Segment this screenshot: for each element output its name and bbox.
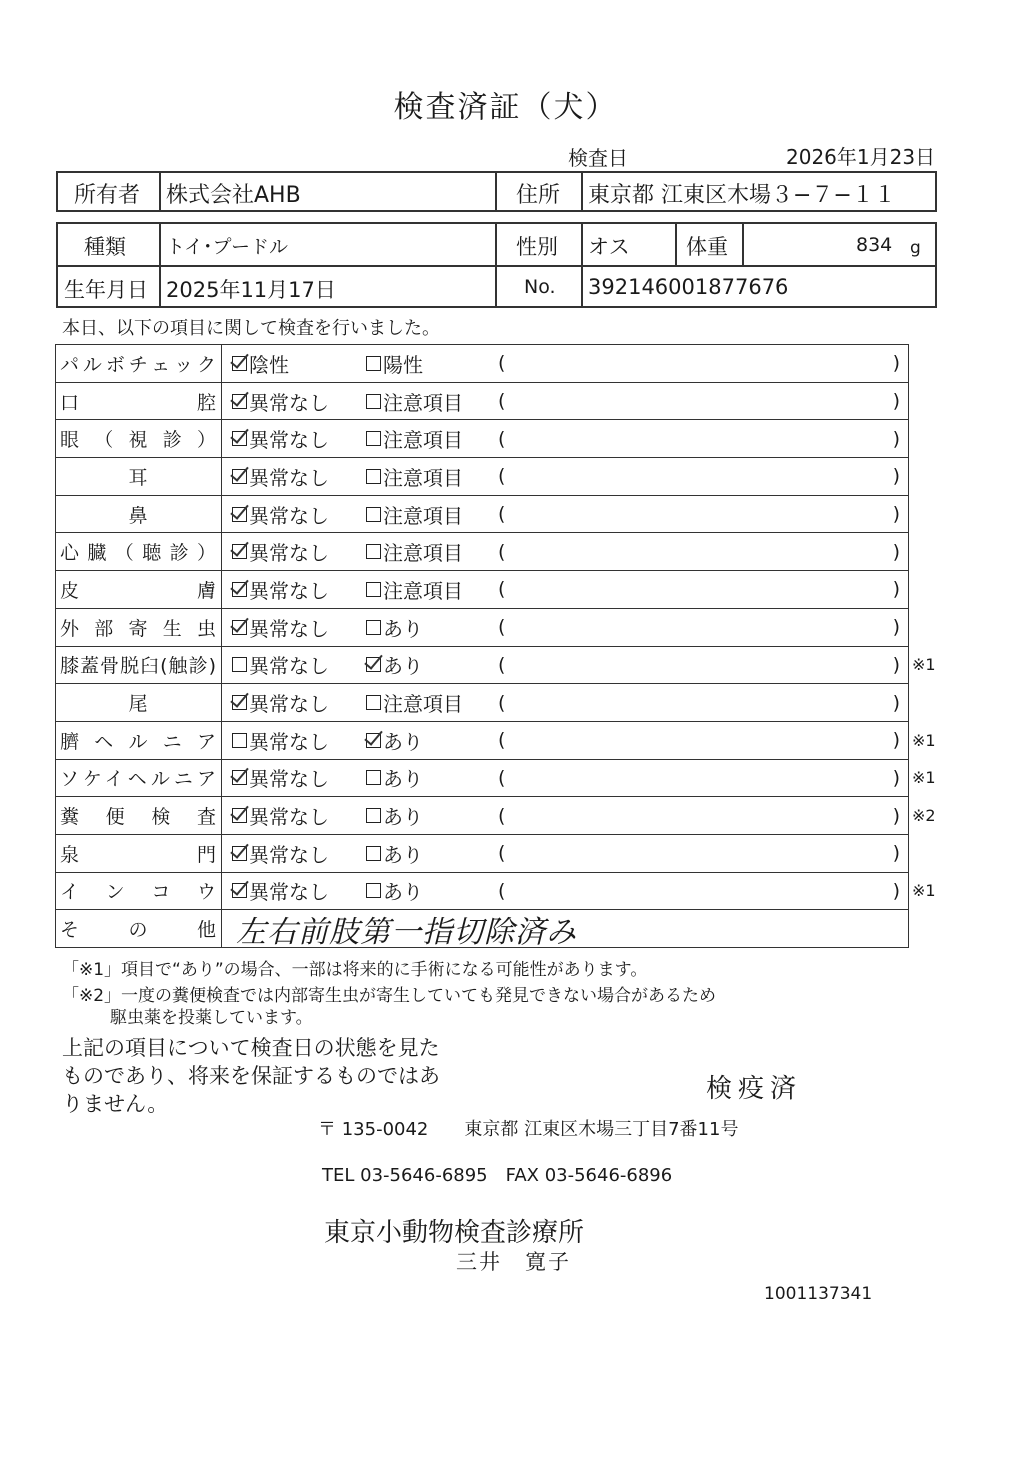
inspection-row	[56, 496, 908, 534]
inspection-item-name: 泉門	[56, 835, 222, 872]
inspection-item-name: 耳	[56, 458, 222, 495]
inspection-item-name: 口腔	[56, 383, 222, 420]
other-label: その他	[56, 910, 222, 947]
footnote-2: 「※2」一度の糞便検査では内部寄生虫が寄生していても発見できない場合があるため	[62, 986, 717, 1006]
checkbox-icon[interactable]	[366, 657, 381, 672]
paren-open: (	[498, 653, 506, 676]
paren-open: (	[498, 503, 506, 526]
checkbox-icon[interactable]	[366, 883, 381, 898]
sex-label: 性別	[516, 235, 558, 259]
exam-date-label: 検査日	[568, 146, 628, 170]
number-value: 392146001877676	[588, 275, 789, 299]
other-row	[56, 910, 908, 948]
option-1[interactable]: 異常なし	[232, 533, 329, 570]
paren-close: )	[892, 804, 900, 827]
inspection-row	[56, 835, 908, 873]
weight-value: 834	[856, 234, 893, 256]
option-2[interactable]: あり	[366, 873, 423, 910]
option-2[interactable]: あり	[366, 797, 423, 834]
inspection-row	[56, 722, 936, 760]
option-2[interactable]: 注意項目	[366, 420, 463, 457]
intro-text: 本日、以下の項目に関して検査を行いました。	[62, 318, 440, 339]
checkbox-icon[interactable]	[366, 356, 381, 371]
option-1[interactable]: 異常なし	[232, 571, 329, 608]
checkbox-icon[interactable]	[232, 469, 247, 484]
inspection-row	[56, 797, 936, 835]
paren-close: )	[892, 842, 900, 865]
option-1[interactable]: 異常なし	[232, 797, 329, 834]
breed-value: トイ･プードル	[166, 236, 288, 258]
option-1[interactable]: 異常なし	[232, 609, 329, 646]
inspection-row	[56, 760, 936, 798]
row-note: ※1	[912, 881, 936, 901]
inspection-item-name: 眼（視診）	[56, 420, 222, 457]
inspection-item-name: 膝蓋骨脱臼(触診)	[56, 647, 222, 684]
inspection-item-name: 臍ヘルニア	[56, 722, 222, 759]
footnote-1: 「※1」項目で“あり”の場合、一部は将来的に手術になる可能性があります。	[62, 960, 648, 980]
paren-close: )	[892, 352, 900, 375]
option-2[interactable]: あり	[366, 835, 423, 872]
option-1[interactable]: 陰性	[232, 345, 289, 382]
paren-close: )	[892, 578, 900, 601]
row-note: ※1	[912, 655, 936, 675]
option-2[interactable]: あり	[366, 647, 423, 684]
paren-close: )	[892, 653, 900, 676]
checkbox-icon[interactable]	[232, 544, 247, 559]
page-title: 検査済証（犬）	[393, 90, 618, 125]
paren-open: (	[498, 842, 506, 865]
row-note: ※1	[912, 768, 936, 788]
paren-open: (	[498, 465, 506, 488]
checkbox-icon[interactable]	[366, 733, 381, 748]
birth-value: 2025年11月17日	[166, 278, 336, 302]
paren-close: )	[892, 616, 900, 639]
option-2[interactable]: あり	[366, 760, 423, 797]
option-1[interactable]: 異常なし	[232, 684, 329, 721]
checkbox-icon[interactable]	[232, 846, 247, 861]
option-1[interactable]: 異常なし	[232, 835, 329, 872]
checkbox-icon[interactable]	[232, 695, 247, 710]
checkbox-icon[interactable]	[366, 394, 381, 409]
checkbox-icon[interactable]	[232, 733, 247, 748]
inspection-item-name: 糞便検査	[56, 797, 222, 834]
inspection-row	[56, 571, 908, 609]
checkbox-icon[interactable]	[366, 695, 381, 710]
inspection-item-name: 皮膚	[56, 571, 222, 608]
checkbox-icon[interactable]	[366, 620, 381, 635]
option-2[interactable]: 注意項目	[366, 496, 463, 533]
footnote-2-cont: 駆虫薬を投薬しています。	[110, 1008, 313, 1028]
paren-open: (	[498, 804, 506, 827]
quarantine-stamp: 検疫済	[706, 1074, 803, 1104]
weight-label: 体重	[686, 235, 728, 259]
paren-close: )	[892, 691, 900, 714]
clinic-tel: TEL 03-5646-6895 FAX 03-5646-6896	[322, 1165, 673, 1186]
option-1[interactable]: 異常なし	[232, 458, 329, 495]
paren-open: (	[498, 540, 506, 563]
number-label: No.	[524, 276, 556, 298]
inspection-row	[56, 873, 936, 911]
option-1[interactable]: 異常なし	[232, 383, 329, 420]
inspection-item-name: 心臓（聴診）	[56, 533, 222, 570]
checkbox-icon[interactable]	[232, 394, 247, 409]
inspection-item-name: パルボチェック	[56, 345, 222, 382]
checkbox-icon[interactable]	[366, 582, 381, 597]
owner-value: 株式会社AHB	[166, 183, 301, 208]
weight-unit: g	[910, 238, 921, 258]
vet-name: 三井 寛子	[456, 1250, 571, 1274]
paren-open: (	[498, 390, 506, 413]
paren-close: )	[892, 465, 900, 488]
paren-open: (	[498, 427, 506, 450]
checkbox-icon[interactable]	[232, 507, 247, 522]
option-1[interactable]: 異常なし	[232, 420, 329, 457]
option-2[interactable]: 陽性	[366, 345, 423, 382]
owner-label: 所有者	[74, 183, 141, 208]
paren-open: (	[498, 578, 506, 601]
row-note: ※1	[912, 730, 936, 750]
checkbox-icon[interactable]	[366, 507, 381, 522]
exam-date: 2026年1月23日	[786, 145, 936, 169]
checkbox-icon[interactable]	[366, 770, 381, 785]
paren-open: (	[498, 352, 506, 375]
checkbox-icon[interactable]	[232, 582, 247, 597]
option-2[interactable]: 注意項目	[366, 571, 463, 608]
option-1[interactable]: 異常なし	[232, 760, 329, 797]
paren-open: (	[498, 729, 506, 752]
inspection-row	[56, 420, 908, 458]
paren-close: )	[892, 503, 900, 526]
checkbox-icon[interactable]	[366, 469, 381, 484]
checkbox-icon[interactable]	[366, 808, 381, 823]
option-1[interactable]: 異常なし	[232, 873, 329, 910]
paren-close: )	[892, 879, 900, 902]
row-note: ※2	[912, 806, 936, 826]
disclaimer: 上記の項目について検査日の状態を見たものであり、将来を保証するものではありません。	[62, 1036, 440, 1116]
option-2[interactable]: 注意項目	[366, 684, 463, 721]
paren-open: (	[498, 691, 506, 714]
option-2[interactable]: 注意項目	[366, 533, 463, 570]
option-1[interactable]: 異常なし	[232, 722, 329, 759]
option-2[interactable]: あり	[366, 722, 423, 759]
option-2[interactable]: 注意項目	[366, 383, 463, 420]
checkbox-icon[interactable]	[366, 544, 381, 559]
paren-close: )	[892, 427, 900, 450]
clinic-name: 東京小動物検査診療所	[324, 1218, 585, 1248]
inspection-item-name: ソケイヘルニア	[56, 760, 222, 797]
paren-open: (	[498, 879, 506, 902]
inspection-item-name: インコウ	[56, 873, 222, 910]
inspection-item-name: 鼻	[56, 496, 222, 533]
paren-close: )	[892, 540, 900, 563]
other-value: 左右前肢第一指切除済み	[236, 914, 577, 950]
option-2[interactable]: 注意項目	[366, 458, 463, 495]
option-1[interactable]: 異常なし	[232, 496, 329, 533]
address-value: 東京都 江東区木場３−７−１１	[588, 183, 896, 208]
paren-open: (	[498, 616, 506, 639]
inspection-table	[55, 344, 936, 950]
checkbox-icon[interactable]	[232, 883, 247, 898]
inspection-row	[56, 647, 936, 685]
breed-label: 種類	[84, 235, 126, 259]
paren-close: )	[892, 729, 900, 752]
inspection-row	[56, 458, 908, 496]
option-1[interactable]: 異常なし	[232, 647, 329, 684]
inspection-row	[56, 345, 908, 383]
checkbox-icon[interactable]	[366, 846, 381, 861]
clinic-address: 〒 135-0042 東京都 江東区木場三丁目7番11号	[318, 1119, 739, 1140]
paren-close: )	[892, 766, 900, 789]
inspection-item-name: 尾	[56, 684, 222, 721]
checkbox-icon[interactable]	[366, 431, 381, 446]
checkbox-icon[interactable]	[232, 620, 247, 635]
option-2[interactable]: あり	[366, 609, 423, 646]
doc-number: 1001137341	[764, 1284, 873, 1304]
checkbox-icon[interactable]	[232, 770, 247, 785]
paren-close: )	[892, 390, 900, 413]
inspection-item-name: 外部寄生虫	[56, 609, 222, 646]
checkbox-icon[interactable]	[232, 431, 247, 446]
inspection-row	[56, 533, 908, 571]
checkbox-icon[interactable]	[232, 356, 247, 371]
sex-value: オス	[588, 235, 630, 259]
inspection-row	[56, 684, 908, 722]
inspection-row	[56, 383, 908, 421]
inspection-row	[56, 609, 908, 647]
checkbox-icon[interactable]	[232, 808, 247, 823]
paren-open: (	[498, 766, 506, 789]
checkbox-icon[interactable]	[232, 657, 247, 672]
address-label: 住所	[516, 183, 561, 208]
birth-label: 生年月日	[64, 278, 148, 302]
